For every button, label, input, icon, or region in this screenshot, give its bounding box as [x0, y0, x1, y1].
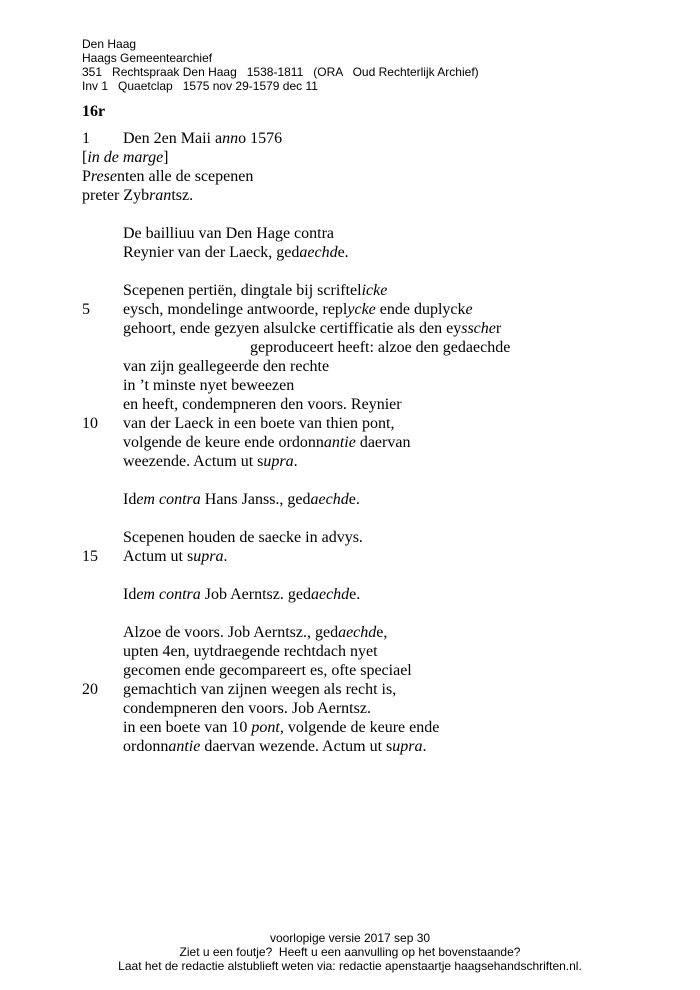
line-text: [82, 737, 662, 756]
line-text: [82, 281, 662, 300]
text-segment: Den 2en Maii a: [123, 130, 223, 147]
text-segment: Scepenen pertiën, dingtale bij scriftel: [123, 282, 362, 299]
text-segment: P: [82, 168, 91, 185]
document-line: [82, 300, 662, 319]
document-line: [82, 167, 662, 186]
text-segment: Id: [123, 586, 137, 603]
footer: [0, 931, 700, 973]
header-line: Inv 1 Quaetclap 1575 nov 29-1579 dec 11: [82, 79, 318, 93]
text-segment: Scepenen houden de saecke in advys.: [123, 529, 363, 546]
line-text: [82, 414, 662, 433]
document-line: [82, 205, 662, 224]
document-line: [82, 490, 662, 509]
document-line: [82, 471, 662, 490]
line-text: [82, 167, 662, 186]
text-segment: [: [82, 149, 88, 166]
text-segment: Actum ut s: [123, 548, 194, 565]
text-segment: tsz.: [171, 187, 194, 204]
line-text: [82, 357, 662, 376]
document-line: [82, 281, 662, 300]
text-segment: e.: [348, 491, 360, 508]
text-segment: ]: [163, 149, 169, 166]
header-line: Haags Gemeentearchief: [82, 51, 213, 65]
text-segment: aechd: [338, 624, 377, 641]
text-segment: Id: [123, 491, 137, 508]
document-line: [82, 623, 662, 642]
text-segment: upten 4en, uytdraegende rechtdach nyet: [123, 643, 378, 660]
line-text: [82, 319, 662, 338]
text-segment: .: [223, 548, 228, 565]
line-text: [82, 699, 662, 718]
header-line: 351 Rechtspraak Den Haag 1538-1811 (ORA Oud Rechterlijk Archief): [82, 65, 479, 79]
text-segment: ende duplyck: [375, 301, 466, 318]
text-segment: in ’t minste nyet beweezen: [123, 377, 295, 394]
line-text: [82, 642, 662, 661]
text-segment: gehoort, ende gezyen alsulcke certifficatie als den ey: [123, 320, 462, 337]
document-line: [82, 585, 662, 604]
document-line: [82, 718, 662, 737]
text-segment: geproduceert heeft: alzoe den gedaechde: [250, 339, 511, 356]
line-text: [82, 680, 662, 699]
text-segment: van zijn geallegeerde den rechte: [123, 358, 330, 375]
line-text: [82, 129, 662, 148]
text-segment: gecomen ende gecompareert es, ofte speciael: [123, 662, 412, 679]
text-segment: antie: [168, 738, 201, 755]
text-segment: icke: [361, 282, 388, 299]
text-segment: e,: [376, 624, 388, 641]
line-text: [82, 528, 662, 547]
text-segment: eysch, mondelinge antwoorde, repl: [123, 301, 348, 318]
text-segment: upra: [193, 548, 224, 565]
line-text: [82, 585, 662, 604]
line-text: [82, 148, 662, 167]
document-line: [82, 129, 662, 148]
line-text: [82, 433, 662, 452]
text-segment: .: [422, 738, 427, 755]
archive-header: [82, 37, 479, 93]
text-segment: in een boete van 10: [123, 719, 252, 736]
line-text: [82, 661, 662, 680]
document-line: [82, 547, 662, 566]
line-text: [82, 186, 662, 205]
document-line: [82, 661, 662, 680]
text-segment: De bailliuu van Den Hage contra: [123, 225, 335, 242]
document-line: [82, 642, 662, 661]
document-line: [82, 376, 662, 395]
text-segment: ycke: [347, 301, 376, 318]
text-segment: em contra: [136, 586, 201, 603]
line-number: 1: [82, 130, 90, 147]
text-segment: Reynier van der Laeck, ged: [123, 244, 300, 261]
document-line: [82, 186, 662, 205]
text-segment: preter Zyb: [82, 187, 150, 204]
text-segment: nten alle de scepenen: [116, 168, 254, 185]
line-text: [82, 452, 662, 471]
text-segment: van der Laeck in een boete van thien pont,: [123, 415, 395, 432]
document-line: [82, 433, 662, 452]
text-segment: daervan: [355, 434, 411, 451]
text-segment: e.: [337, 244, 349, 261]
document-line: [82, 338, 662, 357]
footer-line: Laat het de redactie alstublieft weten via: redactie apenstaartje haagsehandschriften.nl.: [118, 959, 582, 973]
document-line: [82, 566, 662, 585]
text-segment: ssche: [461, 320, 496, 337]
line-text: [82, 490, 662, 509]
line-number: 5: [82, 301, 90, 318]
text-segment: upra: [263, 453, 294, 470]
text-segment: Job Aerntsz. ged: [200, 586, 311, 603]
footer-line: Ziet u een foutje? Heeft u een aanvulling op het bovenstaande?: [179, 945, 521, 959]
text-segment: aechd: [310, 491, 349, 508]
line-number: 10: [82, 415, 98, 432]
text-segment: ran: [149, 187, 172, 204]
text-segment: aechd: [299, 244, 338, 261]
document-line: [82, 395, 662, 414]
document-line: [82, 680, 662, 699]
header-line: Den Haag: [82, 37, 137, 51]
line-text: [82, 376, 662, 395]
text-segment: aechd: [310, 586, 350, 603]
text-segment: .: [293, 453, 298, 470]
line-text: [82, 338, 662, 357]
text-segment: volgende de keure ende ordonn: [123, 434, 324, 451]
text-segment: daervan wezende. Actum ut s: [200, 738, 393, 755]
document-body: [82, 129, 662, 756]
text-segment: ordonn: [123, 738, 169, 755]
text-segment: antie: [323, 434, 356, 451]
document-line: [82, 319, 662, 338]
text-segment: weezende. Actum ut s: [123, 453, 264, 470]
text-segment: e: [465, 301, 473, 318]
document-line: [82, 737, 662, 756]
line-text: [82, 243, 662, 262]
text-segment: nn: [222, 130, 239, 147]
folio-number: 16r: [82, 103, 106, 120]
text-segment: condempneren den voors. Job Aerntsz.: [123, 700, 371, 717]
document-line: [82, 262, 662, 281]
text-segment: in de marge: [87, 149, 164, 166]
text-segment: o 1576: [238, 130, 283, 147]
text-segment: rese: [90, 168, 117, 185]
document-line: [82, 699, 662, 718]
text-segment: e.: [349, 586, 361, 603]
document-line: [82, 148, 662, 167]
text-segment: , volgende de keure ende: [279, 719, 440, 736]
line-text: [82, 547, 662, 566]
text-segment: Alzoe de voors. Job Aerntsz., ged: [123, 624, 339, 641]
text-segment: upra: [392, 738, 423, 755]
line-text: [82, 623, 662, 642]
text-segment: r: [495, 320, 502, 337]
text-segment: en heeft, condempneren den voors. Reynier: [123, 396, 402, 413]
line-text: [82, 224, 662, 243]
document-line: [82, 509, 662, 528]
text-segment: Hans Janss., ged: [200, 491, 311, 508]
document-line: [82, 452, 662, 471]
document-line: [82, 357, 662, 376]
document-line: [82, 528, 662, 547]
text-segment: pont: [251, 719, 280, 736]
line-text: [82, 718, 662, 737]
document-line: [82, 224, 662, 243]
text-segment: em contra: [136, 491, 201, 508]
document-line: [82, 414, 662, 433]
text-segment: gemachtich van zijnen weegen als recht is,: [123, 681, 397, 698]
line-text: [82, 395, 662, 414]
footer-line: voorlopige versie 2017 sep 30: [269, 931, 431, 945]
document-line: [82, 243, 662, 262]
line-text: [82, 300, 662, 319]
document-line: [82, 604, 662, 623]
line-number: 20: [82, 681, 98, 698]
line-number: 15: [82, 548, 98, 565]
